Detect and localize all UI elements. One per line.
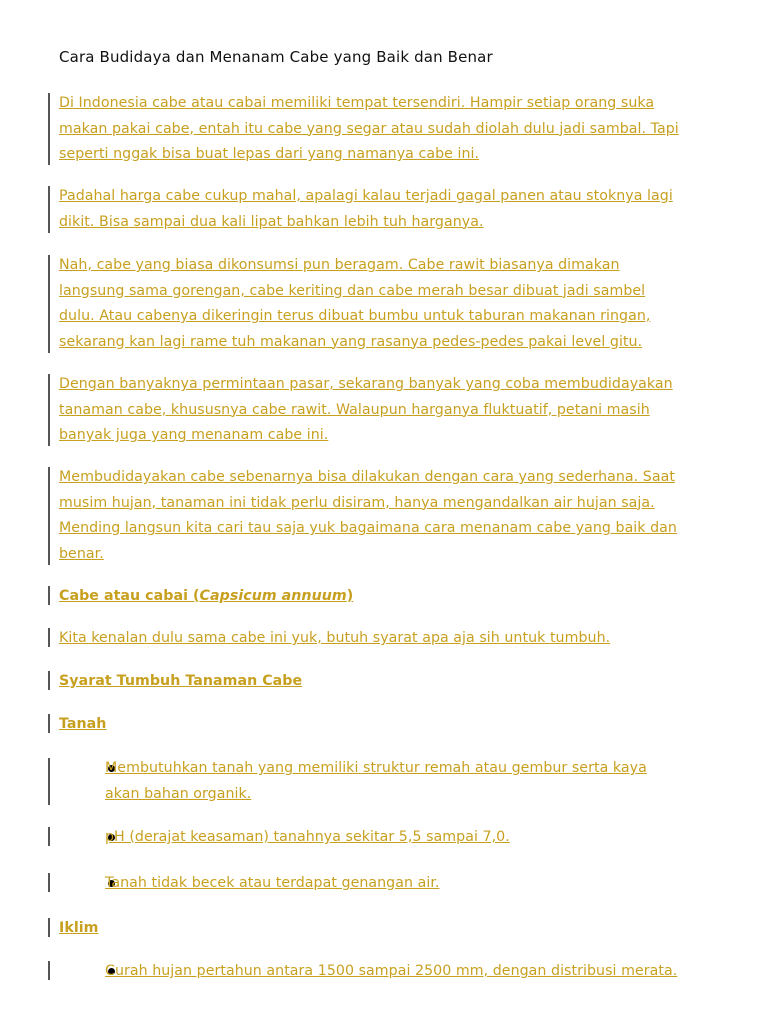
quote-bar xyxy=(48,714,50,733)
heading-cabe-link[interactable] xyxy=(59,584,353,610)
paragraph-line[interactable]: seperti nggak bisa buat lepas dari yang namanya cabe ini. xyxy=(59,146,480,162)
paragraph-line[interactable]: tanaman cabe, khususnya cabe rawit. Walaupun harganya fluktuatif, petani masih xyxy=(59,401,650,418)
paragraph-line[interactable]: Padahal harga cabe cukup mahal, apalagi kalau terjadi gagal panen atau stoknya lagi xyxy=(59,188,673,204)
quote-bar xyxy=(48,255,50,353)
list-item-line[interactable]: Curah hujan pertahun antara 1500 sampai 2500 mm, dengan distribusi merata. xyxy=(105,963,678,979)
paragraph-line[interactable]: Di Indonesia cabe atau cabai memiliki tempat tersendiri. Hampir setiap orang suka xyxy=(59,95,655,111)
quote-bar xyxy=(48,628,50,647)
list-item-line[interactable]: pH (derajat keasaman) tanahnya sekitar 5,5 sampai 7,0. xyxy=(105,829,510,845)
heading-cabe-latin: Capsicum annuum xyxy=(199,588,347,604)
quote-bar xyxy=(48,374,50,446)
list-item-line[interactable]: akan bahan organik. xyxy=(105,785,252,802)
heading-syarat-link[interactable]: Syarat Tumbuh Tanaman Cabe xyxy=(59,673,303,689)
page-title: Cara Budidaya dan Menanam Cabe yang Baik dan Benar xyxy=(59,48,493,66)
paragraph-line[interactable]: makan pakai cabe, entah itu cabe yang segar atau sudah diolah dulu jadi sambal. Tapi xyxy=(59,120,679,137)
quote-bar xyxy=(48,827,50,846)
paragraph-line[interactable]: Nah, cabe yang biasa dikonsumsi pun beragam. Cabe rawit biasanya dimakan xyxy=(59,257,620,273)
paragraph-line[interactable]: langsung sama gorengan, cabe keriting dan cabe merah besar dibuat jadi sambel xyxy=(59,282,646,299)
quote-bar xyxy=(48,671,50,690)
quote-bar xyxy=(48,586,50,605)
paragraph-line[interactable]: musim hujan, tanaman ini tidak perlu disiram, hanya mengandalkan air hujan saja. xyxy=(59,494,655,511)
quote-bar xyxy=(48,467,50,565)
quote-bar xyxy=(48,873,50,892)
paragraph-line[interactable]: benar. xyxy=(59,545,104,562)
paragraph-line[interactable]: sekarang kan lagi rame tuh makanan yang rasanya pedes-pedes pakai level gitu. xyxy=(59,333,643,350)
heading-tanah-link[interactable]: Tanah xyxy=(59,716,107,732)
paragraph-line[interactable]: dikit. Bisa sampai dua kali lipat bahkan lebih tuh harganya. xyxy=(59,213,484,230)
intro-line[interactable]: Kita kenalan dulu sama cabe ini yuk, butuh syarat apa aja sih untuk tumbuh. xyxy=(59,630,611,646)
paragraph-line[interactable]: Membudidayakan cabe sebenarnya bisa dilakukan dengan cara yang sederhana. Saat xyxy=(59,469,675,485)
paragraph-line[interactable]: Dengan banyaknya permintaan pasar, sekarang banyak yang coba membudidayakan xyxy=(59,376,673,392)
list-item-line[interactable]: Membutuhkan tanah yang memiliki struktur remah atau gembur serta kaya xyxy=(105,760,647,776)
heading-cabe-suffix: ) xyxy=(346,588,354,604)
paragraph-line[interactable]: banyak juga yang menanam cabe ini. xyxy=(59,427,329,443)
quote-bar xyxy=(48,961,50,980)
quote-bar xyxy=(48,758,50,805)
quote-bar xyxy=(48,93,50,165)
heading-cabe-prefix: Cabe atau cabai ( xyxy=(59,588,200,604)
list-item-line[interactable]: Tanah tidak becek atau terdapat genangan air. xyxy=(105,875,440,891)
heading-iklim-link[interactable]: Iklim xyxy=(59,920,99,936)
paragraph-line[interactable]: dulu. Atau cabenya dikeringin terus dibuat bumbu untuk taburan makanan ringan, xyxy=(59,308,651,324)
paragraph-line[interactable]: Mending langsun kita cari tau saja yuk bagaimana cara menanam cabe yang baik dan xyxy=(59,520,677,536)
quote-bar xyxy=(48,186,50,233)
quote-bar xyxy=(48,918,50,937)
